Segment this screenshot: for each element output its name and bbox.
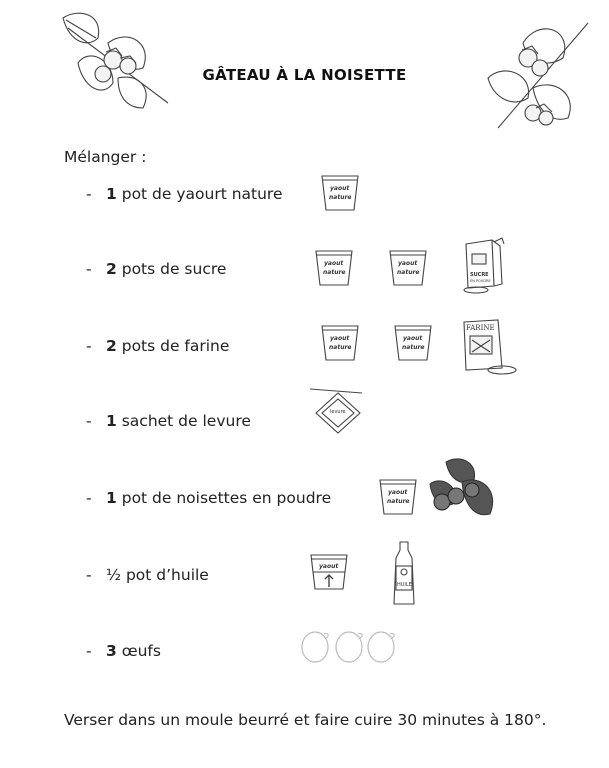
yogurt-pot-icon	[309, 551, 349, 593]
hazelnuts-icon	[426, 456, 502, 520]
intro-text: Mélanger :	[64, 148, 147, 166]
flour-label: FARINE	[466, 324, 495, 332]
ingredient-text: pots de sucre	[116, 260, 227, 278]
egg-icon	[300, 628, 332, 664]
yogurt-pot-icon	[388, 247, 428, 289]
sugar-box-icon	[458, 236, 520, 294]
yogurt-label-top: yaout	[398, 260, 418, 267]
ingredient-text: sachet de levure	[116, 412, 251, 430]
yogurt-pot-icon	[320, 172, 360, 214]
list-dash: -	[86, 337, 92, 355]
flour-bag-icon	[458, 318, 522, 378]
yeast-label: levure	[330, 409, 346, 415]
yeast-sachet-icon	[308, 387, 364, 443]
ingredient-text: pots de farine	[116, 337, 230, 355]
yogurt-label-bottom: nature	[387, 498, 410, 505]
hazelnut-branch-icon	[58, 8, 178, 108]
yogurt-label-top: yaout	[403, 335, 423, 342]
list-dash: -	[86, 185, 92, 203]
list-dash: -	[86, 566, 92, 584]
ingredient-item	[86, 642, 161, 660]
ingredient-item	[86, 489, 331, 507]
yogurt-pot-icon	[393, 322, 433, 364]
yogurt-label-bottom: nature	[397, 269, 420, 276]
ingredient-item	[86, 412, 251, 430]
ingredient-item	[86, 260, 226, 278]
ingredient-item	[86, 185, 283, 203]
yogurt-label-top: yaout	[330, 335, 350, 342]
egg-icon	[366, 628, 398, 664]
yogurt-label-top: yaout	[388, 489, 408, 496]
list-dash: -	[86, 260, 92, 278]
oil-bottle-icon	[386, 540, 422, 608]
yogurt-label-top: yaout	[319, 563, 339, 570]
yogurt-pot-icon	[314, 247, 354, 289]
ingredient-text: œufs	[116, 642, 161, 660]
sugar-label: SUCRE	[470, 272, 489, 278]
sugar-label-sub: EN POUDRE	[470, 279, 491, 283]
list-dash: -	[86, 642, 92, 660]
ingredient-quantity: 1	[106, 185, 117, 203]
yogurt-label-bottom: nature	[329, 344, 352, 351]
yogurt-label-bottom: nature	[323, 269, 346, 276]
instructions-text: Verser dans un moule beurré et faire cuire 30 minutes à 180°.	[64, 711, 547, 729]
yogurt-pot-icon	[320, 322, 360, 364]
yogurt-label-top: yaout	[324, 260, 344, 267]
yogurt-label-top: yaout	[330, 185, 350, 192]
list-dash: -	[86, 489, 92, 507]
ingredient-text: pot de yaourt nature	[116, 185, 283, 203]
recipe-title: GÂTEAU À LA NOISETTE	[202, 66, 407, 84]
list-dash: -	[86, 412, 92, 430]
yogurt-label-bottom: nature	[329, 194, 352, 201]
egg-icon	[334, 628, 366, 664]
ingredient-text: ½ pot d’huile	[106, 566, 209, 584]
ingredient-quantity: 2	[106, 337, 117, 355]
ingredient-quantity: 1	[106, 489, 117, 507]
ingredient-text: pot de noisettes en poudre	[116, 489, 332, 507]
ingredient-quantity: 1	[106, 412, 117, 430]
ingredient-quantity: 3	[106, 642, 117, 660]
oil-label: HUILE	[397, 582, 412, 588]
ingredient-quantity: 2	[106, 260, 117, 278]
yogurt-label-bottom: nature	[402, 344, 425, 351]
ingredient-item	[86, 566, 209, 584]
yogurt-pot-icon	[378, 476, 418, 518]
ingredient-item	[86, 337, 229, 355]
